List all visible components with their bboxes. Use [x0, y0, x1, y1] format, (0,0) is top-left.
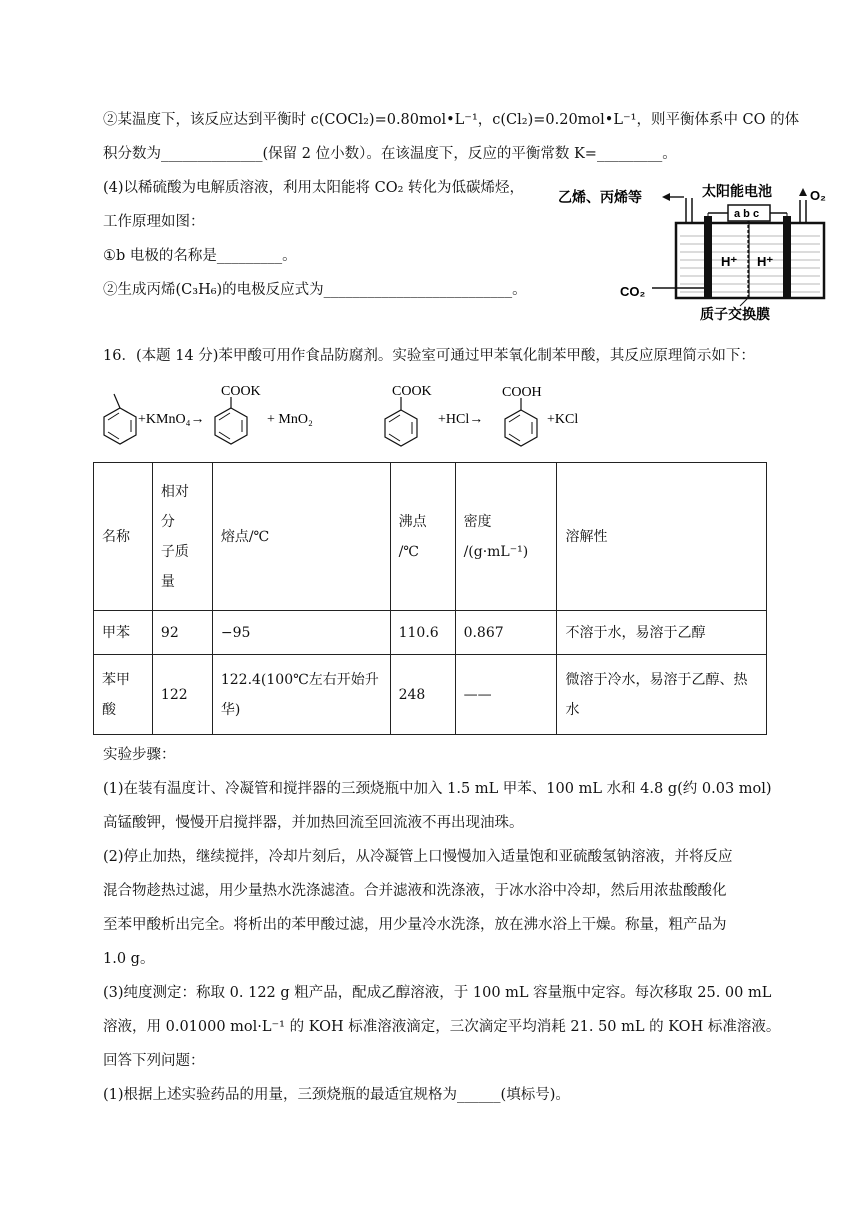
table-cell: 苯甲酸: [94, 655, 153, 735]
membrane-label: 质子交换膜: [700, 306, 770, 322]
text-line: 积分数为______________(保留 2 位小数）。在该温度下，反应的平衡常数 K=_________。: [103, 146, 677, 162]
cell-container: [676, 223, 824, 298]
reaction-svg: [100, 380, 800, 450]
text-line: 回答下列问题：: [103, 1053, 205, 1069]
header-mp: 熔点/℃: [212, 463, 390, 611]
h-ion-left: H⁺: [721, 254, 738, 269]
text-line: ②生成丙烯(C₃H₆)的电极反应式为__________________________。: [103, 282, 527, 298]
table-cell: 不溶于水，易溶于乙醇: [557, 611, 767, 655]
reaction-equations: [100, 380, 800, 450]
table-cell: 甲苯: [94, 611, 153, 655]
table-row: [94, 611, 767, 655]
text-line: 至苯甲酸析出完全。将析出的苯甲酸过滤，用少量冷水洗涤，放在沸水浴上干燥。称量，粗产品为: [103, 917, 727, 933]
table-cell: 92: [152, 611, 212, 655]
solar-cell-label: 太阳能电池: [702, 183, 772, 199]
text-line: 高锰酸钾，慢慢开启搅拌器，并加热回流至回流液不再出现油珠。: [103, 815, 524, 831]
header-bp-line: /℃: [398, 543, 419, 560]
question-16-title: 16．(本题 14 分)苯甲酸可用作食品防腐剂。实验室可通过甲苯氧化制苯甲酸，其反应原理简示如下：: [103, 348, 755, 364]
co2-label: CO₂: [620, 284, 646, 299]
product-mno2: + MnO₂: [267, 412, 313, 427]
products-label: 乙烯、丙烯等: [558, 189, 642, 205]
product-kcl: +KCl: [547, 412, 579, 427]
electrolyte-hatching: [680, 236, 820, 292]
table-cell: 122: [152, 655, 212, 735]
h-ion-right: H⁺: [757, 254, 774, 269]
reagent-hcl: +HCl→: [438, 412, 484, 427]
text-line: (3)纯度测定：称取 0. 122 g 粗产品，配成乙醇溶液，于 100 mL 容量瓶中定容。每次移取 25. 00 mL: [103, 985, 772, 1001]
table-cell: −95: [212, 611, 390, 655]
electrolysis-diagram-svg: [558, 178, 828, 323]
header-density: [455, 463, 557, 611]
header-mw: [152, 463, 212, 611]
table-header-row: [94, 463, 767, 611]
text-line: (1)根据上述实验药品的用量，三颈烧瓶的最适宜规格为______(填标号)。: [103, 1087, 570, 1103]
header-solubility: 溶解性: [557, 463, 767, 611]
table-row: [94, 655, 767, 735]
properties-table: [93, 462, 767, 735]
text-line: (1)在装有温度计、冷凝管和搅拌器的三颈烧瓶中加入 1.5 mL 甲苯、100 mL 水和 4.8 g(约 0.03 mol): [103, 781, 772, 797]
header-mw-line: 分: [160, 513, 175, 530]
cook-label-2: COOK: [392, 384, 432, 399]
text-line: 实验步骤：: [103, 747, 176, 763]
header-density-line: /(g·mL⁻¹): [463, 543, 529, 560]
table-cell: 248: [390, 655, 455, 735]
table-cell: 0.867: [455, 611, 557, 655]
table-cell: 微溶于冷水，易溶于乙醇、热水: [557, 655, 767, 735]
text-line: ①b 电极的名称是_________。: [103, 248, 297, 264]
header-density-line: 密度: [463, 513, 492, 530]
text-line: ②某温度下，该反应达到平衡时 c(COCl₂)=0.80mol•L⁻¹，c(Cl₂)=0.20mol•L⁻¹，则平衡体系中 CO 的体: [103, 112, 800, 128]
text-line: 溶液，用 0.01000 mol·L⁻¹ 的 KOH 标准溶液滴定，三次滴定平均消耗 21. 50 mL 的 KOH 标准溶液。: [103, 1019, 781, 1035]
header-name: 名称: [94, 463, 153, 611]
table-cell: 122.4(100℃左右开始升华): [212, 655, 390, 735]
text-line: (2)停止加热，继续搅拌，冷却片刻后，从冷凝管上口慢慢加入适量饱和亚硫酸氢钠溶液，并将反应: [103, 849, 733, 865]
table-cell: 110.6: [390, 611, 455, 655]
reagent-kmno4: +KMnO₄→: [138, 412, 205, 427]
header-mw-line: 量: [160, 573, 175, 590]
text-line: 1.0 g。: [103, 951, 155, 967]
electrolysis-diagram: [558, 178, 828, 323]
header-mw-line: 子质: [160, 543, 189, 560]
terminal-labels: a b c: [734, 208, 760, 220]
cooh-label: COOH: [502, 385, 542, 400]
right-electrode: [783, 216, 791, 298]
header-bp-line: 沸点: [398, 513, 427, 530]
text-line: 混合物趁热过滤，用少量热水洗涤滤渣。合并滤液和洗涤液，于冰水浴中冷却，然后用浓盐酸酸化: [103, 883, 727, 899]
header-bp: [390, 463, 455, 611]
table-cell: ——: [455, 655, 557, 735]
text-line: 工作原理如图：: [103, 214, 205, 230]
o2-label: O₂: [810, 188, 826, 203]
header-mw-line: 相对: [160, 483, 189, 500]
cook-label-1: COOK: [221, 384, 261, 399]
text-line: (4)以稀硫酸为电解质溶液，利用太阳能将 CO₂ 转化为低碳烯烃，: [103, 180, 525, 196]
